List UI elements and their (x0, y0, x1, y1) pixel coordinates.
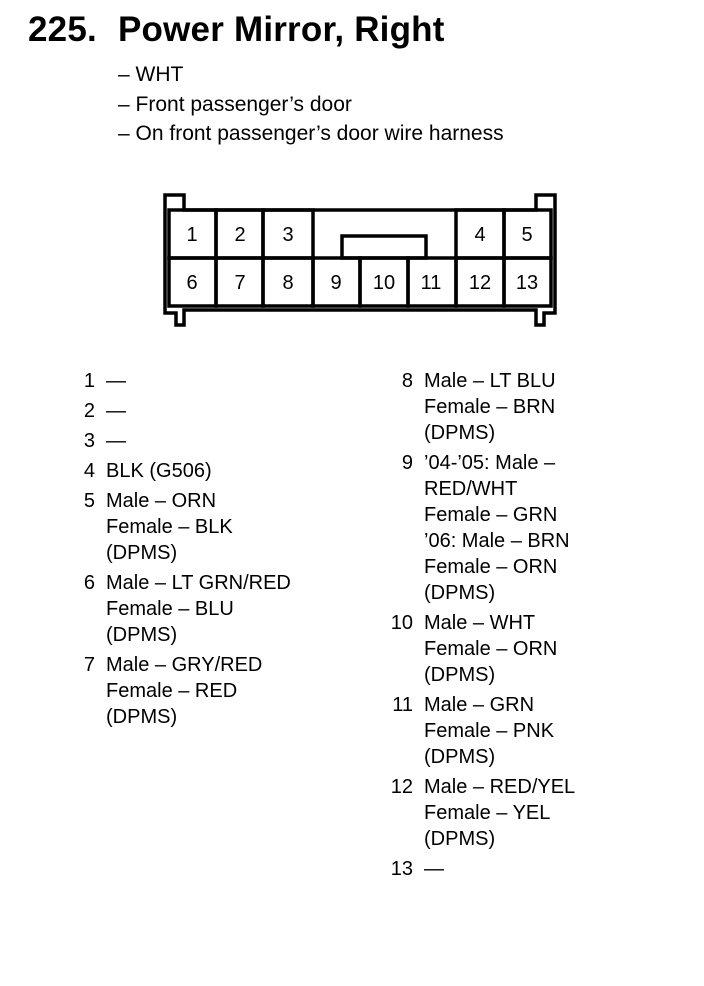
pin-wire-description (106, 458, 212, 484)
pin-wire-description (424, 774, 575, 852)
wire-line: Male – LT GRN/RED (106, 572, 291, 594)
detail-color: – WHT (118, 63, 184, 86)
wire-line: Female – GRN (424, 504, 558, 526)
pin-wire-description (106, 570, 291, 648)
pin-wire-description (106, 488, 233, 566)
pin-entry-3 (62, 428, 291, 454)
pin-entry-4 (62, 458, 291, 484)
pin-wire-description (106, 368, 126, 394)
pin-entry-1 (62, 368, 291, 394)
pin-entry-10 (380, 610, 575, 688)
pin-label-8: 8 (282, 272, 294, 294)
pin-number: 1 (83, 370, 95, 392)
pin-number: 11 (392, 694, 413, 716)
pin-number: 13 (390, 858, 413, 880)
pin-number: 2 (83, 400, 95, 422)
wire-line: Female – YEL (424, 802, 551, 824)
wire-line: Male – GRN (424, 694, 535, 716)
wire-line: (DPMS) (424, 422, 496, 444)
pin-label-13: 13 (515, 272, 539, 294)
wire-line: (DPMS) (106, 542, 178, 564)
connector-latch (342, 236, 426, 258)
wire-line: Female – BRN (424, 396, 556, 418)
wire-line: RED/WHT (424, 478, 518, 500)
wire-line: ’04-’05: Male – (424, 452, 556, 474)
pin-wire-description (424, 450, 570, 606)
pin-label-9: 9 (330, 272, 342, 294)
pin-entry-7 (62, 652, 291, 730)
pin-list-right (380, 368, 575, 886)
pin-number: 5 (83, 490, 95, 512)
pin-label-1: 1 (186, 224, 198, 246)
pin-number: 3 (83, 430, 95, 452)
pin-wire-description (106, 428, 126, 454)
pin-wire-description (424, 692, 554, 770)
pin-entry-8 (380, 368, 575, 446)
wire-line: (DPMS) (424, 828, 496, 850)
detail-harness: – On front passenger’s door wire harness (118, 122, 504, 145)
wire-line: — (424, 858, 444, 880)
pin-wire-description (106, 652, 262, 730)
wire-line: Male – GRY/RED (106, 654, 263, 676)
pin-label-7: 7 (234, 272, 246, 294)
pin-wire-description (424, 368, 556, 446)
pin-label-3: 3 (282, 224, 294, 246)
detail-location: – Front passenger’s door (118, 93, 352, 116)
pin-number: 12 (390, 776, 413, 798)
pin-wire-description (106, 398, 126, 424)
connector-diagram (0, 0, 704, 340)
wire-line: (DPMS) (106, 706, 178, 728)
wire-line: — (106, 430, 126, 452)
pin-entry-2 (62, 398, 291, 424)
wire-line: Female – ORN (424, 556, 558, 578)
pin-label-12: 12 (468, 272, 492, 294)
pin-entry-11 (380, 692, 575, 770)
pin-number: 4 (83, 460, 95, 482)
wire-line: Female – BLK (106, 516, 233, 538)
pin-label-2: 2 (234, 224, 246, 246)
pin-entry-6 (62, 570, 291, 648)
wire-line: Female – ORN (424, 638, 558, 660)
wire-line: (DPMS) (424, 664, 496, 686)
wire-line: (DPMS) (106, 624, 178, 646)
wire-line: (DPMS) (424, 582, 496, 604)
pin-label-4: 4 (474, 224, 486, 246)
wire-line: Male – ORN (106, 490, 217, 512)
pin-list-left (62, 368, 291, 734)
section-number: 225. (28, 10, 97, 49)
pin-wire-description (424, 610, 557, 688)
pin-wire-description (424, 856, 444, 882)
wire-line: Female – BLU (106, 598, 234, 620)
pin-label-5: 5 (521, 224, 533, 246)
pin-number: 6 (83, 572, 95, 594)
wire-line: Female – PNK (424, 720, 555, 742)
wire-line: Male – LT BLU (424, 370, 556, 392)
wire-line: BLK (G506) (106, 460, 212, 482)
connector-pin-cells (169, 210, 551, 306)
pin-entry-12 (380, 774, 575, 852)
wire-line: Male – WHT (424, 612, 536, 634)
pin-number: 8 (401, 370, 413, 392)
pin-number: 7 (83, 654, 95, 676)
pin-number: 9 (401, 452, 413, 474)
section-title: Power Mirror, Right (118, 10, 445, 49)
pin-entry-5 (62, 488, 291, 566)
wire-line: — (106, 370, 126, 392)
pin-label-10: 10 (372, 272, 396, 294)
pin-entry-9 (380, 450, 575, 606)
wire-line: ’06: Male – BRN (424, 530, 570, 552)
wire-line: — (106, 400, 126, 422)
pin-number: 10 (390, 612, 413, 634)
wire-line: (DPMS) (424, 746, 496, 768)
pin-label-6: 6 (186, 272, 198, 294)
wire-line: Female – RED (106, 680, 238, 702)
pin-label-11: 11 (420, 272, 442, 294)
wire-line: Male – RED/YEL (424, 776, 576, 798)
pin-entry-13 (380, 856, 575, 882)
